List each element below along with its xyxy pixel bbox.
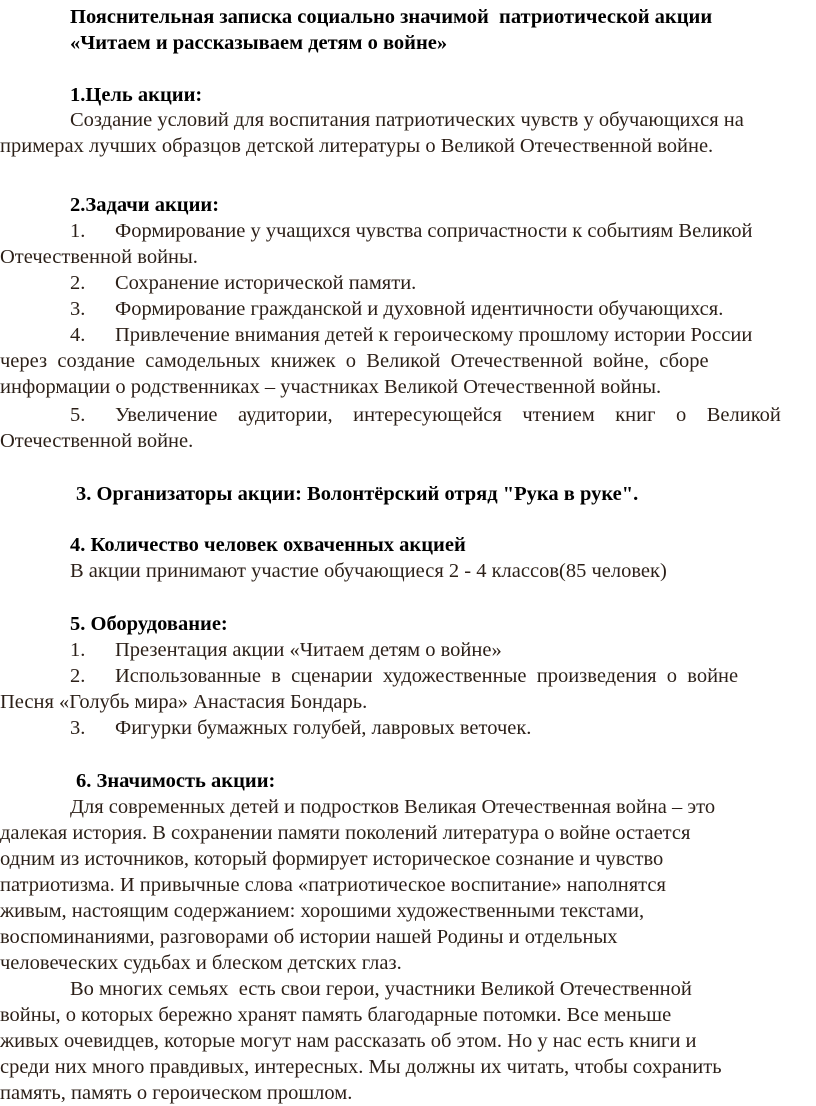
doc-title-line-1: Пояснительная записка социально значимой патриотической акции bbox=[70, 6, 713, 28]
significance-p2-line-4: среди них много правдивых, интересных. Мы должны их читать, чтобы сохранить bbox=[0, 1056, 722, 1078]
participants-text: В акции принимают участие обучающиеся 2 - 4 классов(85 человек) bbox=[70, 560, 667, 582]
significance-p2-line-2: войны, о которых бережно хранят память благодарные потомки. Все меньше bbox=[0, 1004, 672, 1026]
equipment-3-line-1: Фигурки бумажных голубей, лавровых веточек. bbox=[115, 717, 532, 739]
equipment-2-line-2: Песня «Голубь мира» Анастасия Бондарь. bbox=[0, 691, 368, 713]
task-5-number: 5. bbox=[70, 404, 86, 426]
equipment-2-number: 2. bbox=[70, 665, 86, 687]
section-participants-heading: 4. Количество человек охваченных акцией bbox=[70, 534, 466, 556]
task-4-line-3: информации о родственниках – участниках Великой Отечественной войны. bbox=[0, 376, 662, 398]
task-4-line-1: Привлечение внимания детей к героическому прошлому истории России bbox=[115, 324, 753, 346]
goal-text-line-1: Создание условий для воспитания патриотических чувств у обучающихся на bbox=[70, 109, 744, 131]
task-5-line-1: Увеличение аудитории, интересующейся чтением книг о Великой bbox=[115, 404, 781, 426]
task-1-line-1: Формирование у учащихся чувства сопричастности к событиям Великой bbox=[115, 220, 753, 242]
significance-p2-line-5: память, память о героическом прошлом. bbox=[0, 1082, 353, 1104]
task-4-number: 4. bbox=[70, 324, 86, 346]
task-4-line-2: через создание самодельных книжек о Великой Отечественной войне, сборе bbox=[0, 350, 709, 372]
equipment-2-line-1: Использованные в сценарии художественные произведения о войне bbox=[115, 665, 739, 687]
significance-p1-line-1: Для современных детей и подростков Великая Отечественная война – это bbox=[70, 796, 716, 818]
significance-p1-line-3: одним из источников, который формирует историческое сознание и чувство bbox=[0, 848, 664, 870]
section-organizers-heading: 3. Организаторы акции: Волонтёрский отряд "Рука в руке". bbox=[76, 483, 639, 505]
doc-title-line-2: «Читаем и рассказываем детям о войне» bbox=[70, 32, 448, 54]
equipment-3-number: 3. bbox=[70, 717, 86, 739]
section-equipment-heading: 5. Оборудование: bbox=[70, 613, 228, 635]
equipment-1-number: 1. bbox=[70, 639, 86, 661]
goal-text-line-2: примерах лучших образцов детской литературы о Великой Отечественной войне. bbox=[0, 135, 714, 157]
task-5-line-2: Отечественной войне. bbox=[0, 430, 194, 452]
significance-p1-line-7: человеческих судьбах и блеском детских глаз. bbox=[0, 952, 402, 974]
section-tasks-heading: 2.Задачи акции: bbox=[70, 194, 220, 216]
significance-p2-line-1: Во многих семьях есть свои герои, участники Великой Отечественной bbox=[70, 978, 692, 1000]
significance-p1-line-5: живым, настоящим содержанием: хорошими художественными текстами, bbox=[0, 900, 645, 922]
task-2-number: 2. bbox=[70, 272, 86, 294]
task-1-number: 1. bbox=[70, 220, 86, 242]
task-3-number: 3. bbox=[70, 298, 86, 320]
significance-p1-line-4: патриотизма. И привычные слова «патриотическое воспитание» наполнятся bbox=[0, 874, 666, 896]
significance-p1-line-6: воспоминаниями, разговорами об истории нашей Родины и отдельных bbox=[0, 926, 618, 948]
task-2-line-1: Сохранение исторической памяти. bbox=[115, 272, 417, 294]
significance-p2-line-3: живых очевидцев, которые могут нам рассказать об этом. Но у нас есть книги и bbox=[0, 1030, 697, 1052]
task-1-line-2: Отечественной войны. bbox=[0, 246, 198, 268]
section-goal-heading: 1.Цель акции: bbox=[70, 84, 203, 106]
section-significance-heading: 6. Значимость акции: bbox=[76, 770, 276, 792]
task-3-line-1: Формирование гражданской и духовной идентичности обучающихся. bbox=[115, 298, 724, 320]
significance-p1-line-2: далекая история. В сохранении памяти поколений литература о войне остается bbox=[0, 822, 691, 844]
equipment-1-line-1: Презентация акции «Читаем детям о войне» bbox=[115, 639, 502, 661]
